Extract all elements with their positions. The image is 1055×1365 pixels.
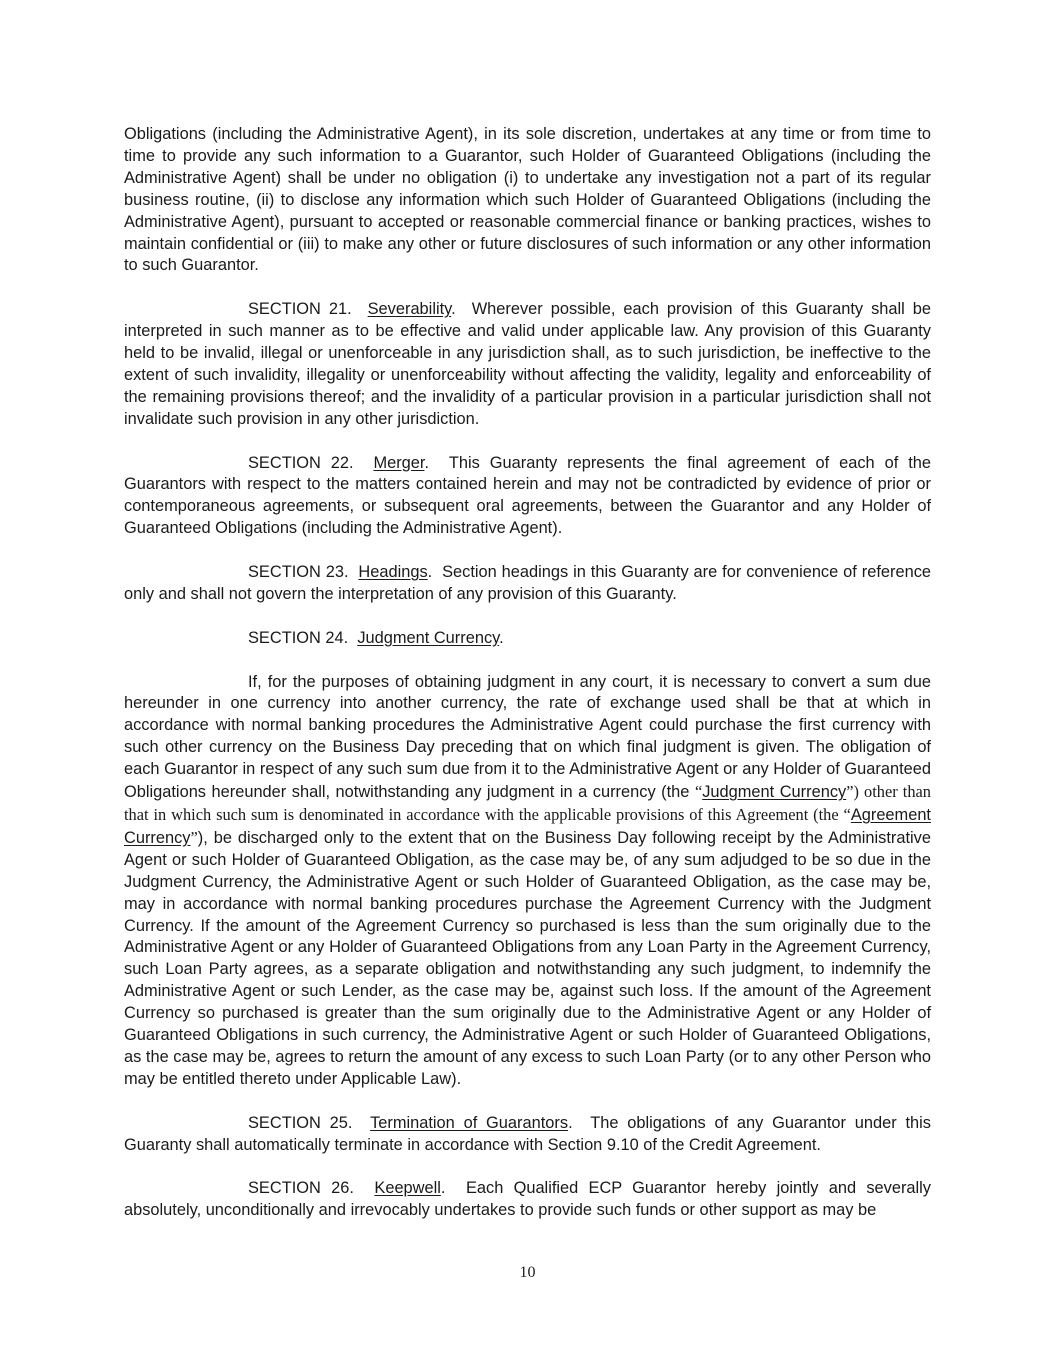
section-25-body: The obligations of any Guarantor under this Guaranty shall automatically terminate in accordance with Section 9.10 of the Credit Agreement. bbox=[124, 1113, 931, 1154]
term-agreement-currency: Agreement Currency bbox=[124, 806, 931, 847]
section-23: SECTION 23. Headings. Section headings in this Guaranty are for convenience of reference only and shall not govern the interpretation of any provision of this Guaranty. bbox=[124, 563, 931, 603]
section-26: SECTION 26. Keepwell. Each Qualified ECP Guarantor hereby jointly and severally absolutely, unconditionally and irrevocably undertakes to provide such funds or other support as may be bbox=[124, 1179, 931, 1220]
section-24-label: SECTION 24. bbox=[248, 628, 349, 647]
section-24-body-part2: ”) other than that in which such sum is denominated in accordance with the applicable provisions of this Agreement (the “ bbox=[124, 782, 931, 825]
section-22-heading: Merger bbox=[373, 453, 425, 472]
section-26-label: SECTION 26. bbox=[248, 1179, 354, 1198]
section-23-label: SECTION 23. bbox=[248, 563, 349, 582]
section-24-body: If, for the purposes of obtaining judgment in any court, it is necessary to convert a sum due hereunder in one currency into another currency, the rate of exchange used shall be that at which in accordance with normal banking procedures the Administrative Agent could purchase the first currency with such other currency on the Business Day preceding that on which final judgment is given. The obligation of each Guarantor in respect of any such sum due from it to the Administrative Agent or any Holder of Guaranteed Obligations hereunder shall, notwithstanding any judgment in a currency (the “Judgment Currency”) other than that in which such sum is denominated in accordance with the applicable provisions of this Agreement (the “Agreement Currency”), be discharged only to the extent that on the Business Day following receipt by the Administrative Agent or such Holder of Guaranteed Obligation, as the case may be, of any sum adjudged to be so due in the Judgment Currency, the Administrative Agent or such Holder of Guaranteed Obligation, as the case may be, may in accordance with normal banking procedures purchase the Agreement Currency with the Judgment Currency. If the amount of the Agreement Currency so purchased is less than the sum originally due to the Administrative Agent or any Holder of Guaranteed Obligations from any Loan Party in the Agreement Currency, such Loan Party agrees, as a separate obligation and notwithstanding any such judgment, to indemnify the Administrative Agent or such Lender, as the case may be, against such loss. If the amount of the Agreement Currency so purchased is greater than the sum originally due to the Administrative Agent or any Holder of Guaranteed Obligations in such currency, the Administrative Agent or such Holder of Guaranteed Obligations, as the case may be, agrees to return the amount of any excess to such Loan Party (or to any other Person who may be entitled thereto under Applicable Law). bbox=[124, 672, 931, 1088]
document-body bbox=[124, 124, 931, 1244]
paragraph-intro: Obligations (including the Administrative Agent), in its sole discretion, undertakes at any time or from time to time to provide any such information to a Guarantor, such Holder of Guaranteed Obligations (including the Administrative Agent) shall be under no obligation (i) to undertake any investigation not a part of its regular business routine, (ii) to disclose any information which such Holder of Guaranteed Obligations (including the Administrative Agent), pursuant to accepted or reasonable commercial finance or banking practices, wishes to maintain confidential or (iii) to make any other or future disclosures of such information or any other information to such Guarantor. bbox=[124, 125, 931, 275]
section-23-heading: Headings bbox=[358, 563, 428, 582]
section-21-heading: Severability bbox=[367, 300, 452, 319]
section-21-body: Wherever possible, each provision of this Guaranty shall be interpreted in such manner as to be effective and valid under applicable law. Any provision of this Guaranty held to be invalid, illegal or unenforceable in any jurisdiction shall, as to such jurisdiction, be ineffective to the extent of such invalidity, illegality or unenforceability without affecting the validity, legality and enforceability of the remaining provisions thereof; and the invalidity of a particular provision in a particular jurisdiction shall not invalidate such provision in any other jurisdiction. bbox=[124, 300, 932, 428]
section-21-label: SECTION 21. bbox=[248, 300, 352, 319]
section-22: SECTION 22. Merger. This Guaranty represents the final agreement of each of the Guarantors with respect to the matters contained herein and may not be contradicted by evidence of prior or contemporaneous agreements, or subsequent oral agreements, between the Guarantor and any Holder of Guaranteed Obligations (including the Administrative Agent). bbox=[124, 453, 931, 538]
term-judgment-currency: Judgment Currency bbox=[702, 783, 847, 802]
section-24-title: SECTION 24. Judgment Currency. bbox=[248, 628, 504, 647]
section-24-heading: Judgment Currency bbox=[357, 628, 500, 647]
section-22-label: SECTION 22. bbox=[248, 453, 354, 472]
section-22-body: This Guaranty represents the final agreement of each of the Guarantors with respect to the matters contained herein and may not be contradicted by evidence of prior or contemporaneous agreements, or subsequent oral agreements, between the Guarantor and any Holder of Guaranteed Obligations (including the Administrative Agent). bbox=[124, 453, 931, 538]
section-23-body: Section headings in this Guaranty are for convenience of reference only and shall not govern the interpretation of any provision of this Guaranty. bbox=[124, 563, 931, 603]
section-25: SECTION 25. Termination of Guarantors. The obligations of any Guarantor under this Guaranty shall automatically terminate in accordance with Section 9.10 of the Credit Agreement. bbox=[124, 1113, 931, 1154]
page-number: 10 bbox=[519, 1264, 536, 1281]
section-26-body: Each Qualified ECP Guarantor hereby jointly and severally absolutely, unconditionally and irrevocably undertakes to provide such funds or other support as may be bbox=[124, 1179, 931, 1220]
section-24-body-part1: If, for the purposes of obtaining judgment in any court, it is necessary to convert a sum due hereunder in one currency into another currency, the rate of exchange used shall be that at which in accordance with normal banking procedures the Administrative Agent could purchase the first currency with such other currency on the Business Day preceding that on which final judgment is given. The obligation of each Guarantor in respect of any such sum due from it to the Administrative Agent or any Holder of Guaranteed Obligations hereunder shall, notwithstanding any judgment in a currency (the bbox=[124, 672, 931, 802]
section-26-heading: Keepwell bbox=[374, 1179, 441, 1198]
section-25-heading: Termination of Guarantors bbox=[370, 1113, 569, 1132]
section-25-label: SECTION 25. bbox=[248, 1113, 353, 1132]
section-21: SECTION 21. Severability. Wherever possible, each provision of this Guaranty shall be interpreted in such manner as to be effective and valid under applicable law. Any provision of this Guaranty held to be invalid, illegal or unenforceable in any jurisdiction shall, as to such jurisdiction, be ineffective to the extent of such invalidity, illegality or unenforceability without affecting the validity, legality and enforceability of the remaining provisions thereof; and the invalidity of a particular provision in a particular jurisdiction shall not invalidate such provision in any other jurisdiction. bbox=[124, 300, 932, 428]
section-24-body-part3: ), be discharged only to the extent that on the Business Day following receipt by the Administrative Agent or such Holder of Guaranteed Obligation, as the case may be, of any sum adjudged to be so due in the Judgment Currency, the Administrative Agent or such Holder of Guaranteed Obligation, as the case may be, may in accordance with normal banking procedures purchase the Agreement Currency with the Judgment Currency. If the amount of the Agreement Currency so purchased is less than the sum originally due to the Administrative Agent or any Holder of Guaranteed Obligations from any Loan Party in the Agreement Currency, such Loan Party agrees, as a separate obligation and notwithstanding any such judgment, to indemnify the Administrative Agent or such Lender, as the case may be, against such loss. If the amount of the Agreement Currency so purchased is greater than the sum originally due to the Administrative Agent or any Holder of Guaranteed Obligations in such currency, the Administrative Agent or such Holder of Guaranteed Obligations, as the case may be, agrees to return the amount of any excess to such Loan Party (or to any other Person who may be entitled thereto under Applicable Law). bbox=[124, 828, 931, 1088]
